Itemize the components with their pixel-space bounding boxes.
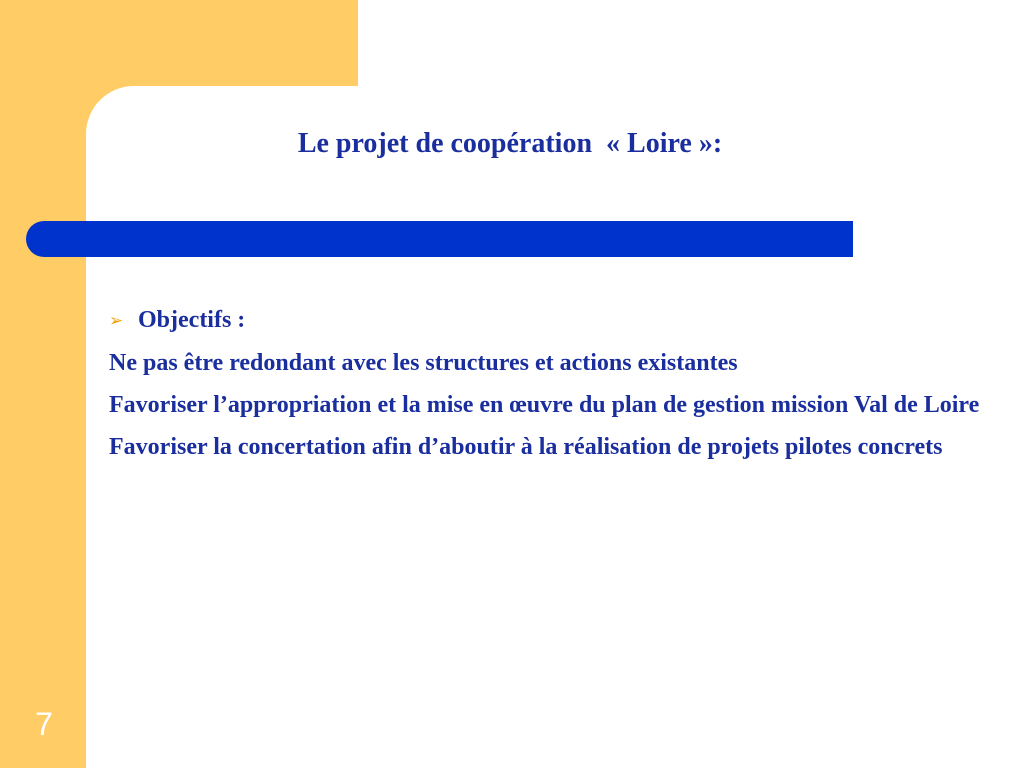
objective-item: Favoriser l’appropriation et la mise en œuvre du plan de gestion mission Val de Loire xyxy=(109,392,980,418)
slide-title: Le projet de coopération « Loire »: xyxy=(297,128,723,159)
accent-strip-left xyxy=(0,0,86,768)
arrow-bullet-icon: ➢ xyxy=(109,310,124,330)
page-number: 7 xyxy=(35,706,53,742)
section-heading: Objectifs : xyxy=(138,307,246,333)
title-divider-bar xyxy=(26,221,853,257)
objective-item: Ne pas être redondant avec les structures et actions existantes xyxy=(109,350,738,376)
objective-item: Favoriser la concertation afin d’aboutir à la réalisation de projets pilotes concrets xyxy=(109,434,943,460)
slide-body xyxy=(109,304,989,473)
section-heading-line xyxy=(109,304,989,337)
